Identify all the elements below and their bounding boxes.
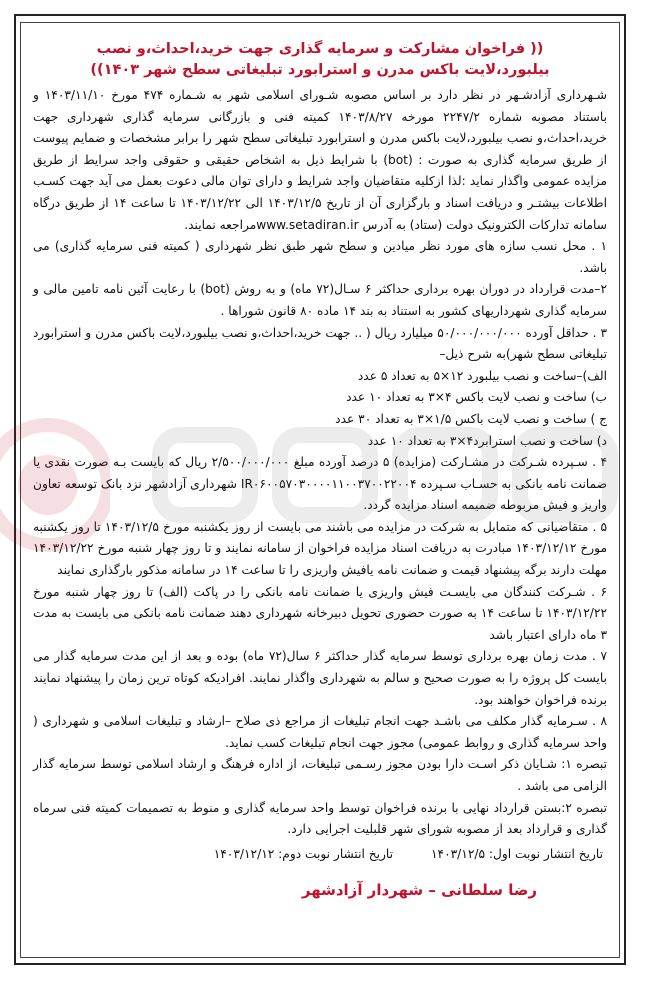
announcement-body <box>33 85 607 841</box>
note-1: تبصره ۱: شـایان ذکر اسـت دارا بودن مجوز رسـمی تبلیغات، از اداره فرهنگ و ارشاد اسلامی توسط سرمایه گذار الزامی می باشد . <box>33 757 608 793</box>
clause-2: ۲–مدت قرارداد در دوران بهره برداری حداکثر ۶ سـال(۷۲ ماه) و به روش (bot) با رعایت آئین نامه تامین مالی و سرمایه گذاری شهرداریهای کشور به استناد به بند ۱۴ ماده ۸۰ قانون شوراها . <box>33 282 608 318</box>
clause-7: ۷ . مدت زمان بهره برداری توسط سرمایه گذار حداکثر ۶ سال(۷۲ ماه) بوده و بعد از این مدت سرمایه گذار می بایست کل پروژه را به صورت صحیح و سالم به شهرداری واگذار نمایند. افرادیکه کوتاه ترین زمان را پیشنهاد نمایند برنده فراخوان خواهند بود. <box>33 649 607 707</box>
clause-4: ۴ . سـپرده شـرکت در مشـارکت (مزایده) ۵ درصد آورده مبلغ ۲/۵۰۰/۰۰۰/۰۰۰ ریال که بایست بـه صورت نقدی یا ضمانت نامه بانکی به حسـاب سـپرده IR۰۶۰۰۵۷۰۳۰۰۰۰۱۱۰۰۳۷۰۰۲۲۰۰۴ شهرداری آزادشهر نزد بانک توسعه تعاون واریز و فیش مربوطه ضمیمه اسناد مزایده گردد. <box>33 455 607 513</box>
clause-8: ۸ . سـرمایه گذار مکلف می باشـد جهت انجام تبلیغات از مراجع ذی صلاح –ارشاد و تبلیغات اسلامی و شهرداری ( واحد سرمایه گذاری و روابط عمومی) مجوز جهت انجام تبلیغات کسب نماید. <box>33 714 607 750</box>
clause-3-jim: ج ) ساخت و نصب لایت باکس ۱/۵×۳ به تعداد ۳۰ عدد <box>335 411 607 426</box>
announcement-panel <box>20 22 620 958</box>
publication-second: تاریخ انتشار نوبت دوم: ۱۴۰۳/۱۲/۱۲ <box>213 846 393 861</box>
publication-dates <box>33 843 607 865</box>
clause-1: ۱ . محل نسب سازه های مورد نظر میادین و سطح شهر طبق نظر شهرداری ( کمیته فنی سرمایه گذاری) می باشد. <box>33 239 607 275</box>
clause-5: ۵ . متقاضیانی که متمایل به شرکت در مزایده می باشند می بایست از روز یکشنبه مورخ ۱۴۰۳/۱۲/۵ تا روز یکشنبه مورخ ۱۴۰۳/۱۲/۱۲ مبادرت به دریافت اسناد مزایده فراخوان از سامانه نمایند و تا روز چهار شنبه مورخ ۱۴۰۳/۱۲/۲۲ مهلت دارند برگه پیشنهاد قیمت و ضمانت نامه یافیش واریزی را تا ساعت ۱۴ در سامانه مذکور بارگذاری نمایند <box>33 519 608 578</box>
title-line-2: بیلبورد،لایت باکس مدرن و استرابورد تبلیغاتی سطح شهر ۱۴۰۳)) <box>90 62 550 78</box>
clause-3-alef: الف)–ساخت و نصب بیلبورد ۱۲×۵ به تعداد ۵ عدد <box>357 368 607 383</box>
clause-3: ۳ . حداقل آورده ۵۰/۰۰۰/۰۰۰/۰۰۰ میلیارد ریال ( .. جهت خرید،احداث،و نصب بیلبورد،لایت باکس مدرن و استرابورد تبلیغاتی سطح شهر)به شرح ذیل– <box>33 325 608 362</box>
intro-paragraph: شـهرداری آزادشـهر در نظر دارد بر اساس مصوبه شـورای اسلامی شهر به شـماره ۴۷۴ مورخ ۱۴۰۳/۱۱/۱۰ و باستناد مصوبه شماره ۲۲۴۷/۲ مورخه ۱۴۰۳/۸/۲۷ کمیته فنی و بازرگانی سرمایه گذاری شهرداری جهت خرید،احداث،و نصب بیلبورد،لایت باکس مدرن و استرابورد تبلیغاتی سطح شهر را برابر مشخصات و ضمایم پیوست از طریق سرمایه گذاری به صورت : (bot) با شرایط ذیل به اشخاص حقیقی و حقوقی واجد سرایط از طریق مزایده عمومی واگذار نماید :لذا ازکلیه متقاضیان واجد شرایط و دارای توان مالی دعوت بعمل می آید جهت کسـب اطلاعات بیشتـر و دریافت اسناد و بارگزاری آن از تاریخ ۱۴۰۳/۱۲/۵ الی ۱۴۰۳/۱۲/۲۲ تا ساعت ۱۴ از طریق درگاه سامانه تدارکات الکترونیک دولت (ستاد) به آدرس www.setadiran.irمراجعه نمایند. <box>33 88 607 232</box>
announcement-title <box>33 39 607 81</box>
publication-first: تاریخ انتشار نوبت اول: ۱۴۰۳/۱۲/۵ <box>430 846 603 861</box>
signature: رضا سلطانی – شهردار آزادشهر <box>301 880 537 899</box>
clause-3-dal: د) ساخت و نصب استرابرد۴×۳ به تعداد ۱۰ عدد <box>367 433 607 448</box>
clause-6: ۶ . شـرکت کنندگان می بایسـت فیش واریزی یا ضمانت نامه بانکی را در پاکت (الف) تا روز چهار شنبه مورخ ۱۴۰۳/۱۲/۲۲ تا ساعت ۱۴ به صورت حضوری تحویل دبیرخانه شهرداری دهند ضمانت نامه بانکی می بایست به مدت ۳ ماه دارای اعتبار باشد <box>33 584 607 642</box>
clause-3-be: ب) ساخت و نصب لایت باکس ۴×۳ به تعداد ۱۰ عدد <box>346 390 607 405</box>
title-line-1: (( فراخوان مشارکت و سرمایه گذاری جهت خرید،احداث،و نصب <box>96 41 544 57</box>
note-2: تبصره ۲:بستن قرارداد نهایی با برنده فراخوان توسط واحد سرمایه گذاری و منوط به تصمیمات کمیته فنی سرماه گذاری و قرارداد بعد از مصوبه شورای شهر قلبلیت اجرایی دارد. <box>33 800 607 837</box>
